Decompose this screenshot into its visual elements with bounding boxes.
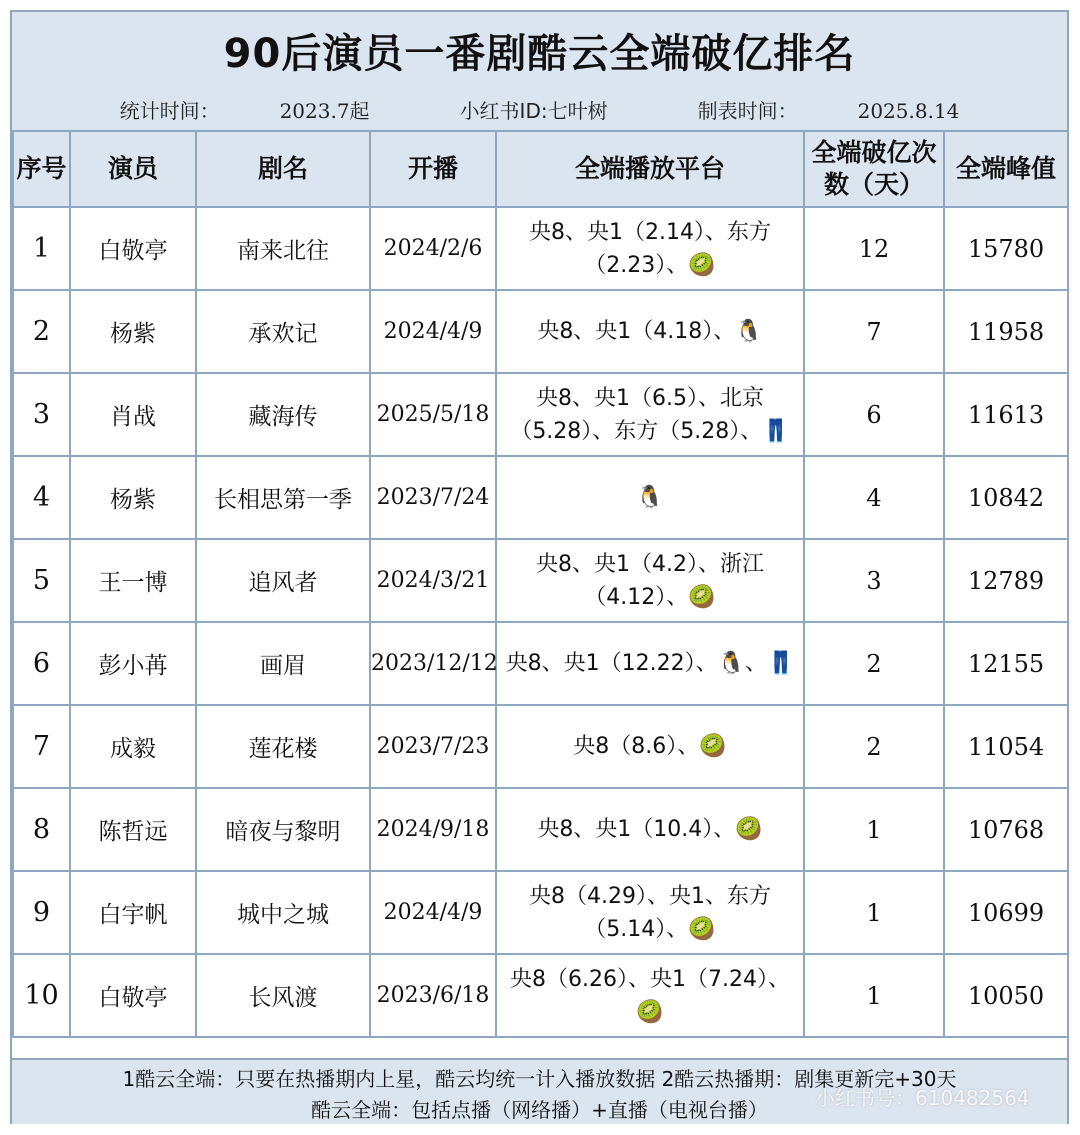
table-row — [13, 207, 1068, 290]
header-date: 开播 — [370, 131, 496, 207]
row-drama: 长相思第一季 — [196, 456, 370, 539]
row-drama: 暗夜与黎明 — [196, 788, 370, 871]
header-drama: 剧名 — [196, 131, 370, 207]
made-label: 制表时间： — [697, 98, 798, 123]
meta-row — [12, 88, 1067, 132]
row-times: 2 — [804, 622, 944, 705]
header-times: 全端破亿次数（天） — [804, 131, 944, 207]
row-index: 4 — [13, 456, 70, 539]
table-row — [13, 954, 1068, 1037]
row-index: 3 — [13, 373, 70, 456]
row-drama: 长风渡 — [196, 954, 370, 1037]
stat-value: 2023.7起 — [279, 98, 370, 123]
row-drama: 藏海传 — [196, 373, 370, 456]
table-row — [13, 705, 1068, 788]
row-index: 7 — [13, 705, 70, 788]
footnote-2: 酷云全端：包括点播（网络播）+直播（电视台播） — [12, 1092, 1067, 1124]
table-row — [13, 290, 1068, 373]
row-drama: 城中之城 — [196, 871, 370, 954]
row-times: 6 — [804, 373, 944, 456]
row-times: 2 — [804, 705, 944, 788]
header-platform: 全端播放平台 — [496, 131, 804, 207]
row-platform: 央8、央1（2.14）、东方（2.23）、🥝 — [496, 207, 804, 290]
row-date: 2023/7/24 — [370, 456, 496, 539]
row-actor: 白敬亭 — [70, 954, 196, 1037]
row-platform: 央8、央1（12.22）、🐧、👖 — [496, 622, 804, 705]
row-platform: 央8、央1（4.18）、🐧 — [496, 290, 804, 373]
stat-label: 统计时间： — [119, 98, 220, 123]
row-drama: 承欢记 — [196, 290, 370, 373]
watermark: 小红书号：610482564 — [815, 1086, 1030, 1110]
table-row — [13, 456, 1068, 539]
row-date: 2025/5/18 — [370, 373, 496, 456]
table-row — [13, 788, 1068, 871]
row-platform: 央8、央1（4.2）、浙江（4.12）、🥝 — [496, 539, 804, 622]
page-title: 90后演员一番剧酷云全端破亿排名 — [12, 12, 1067, 90]
header-actor: 演员 — [70, 131, 196, 207]
row-peak: 12155 — [944, 622, 1068, 705]
row-times: 3 — [804, 539, 944, 622]
header-index: 序号 — [13, 131, 70, 207]
row-peak: 10699 — [944, 871, 1068, 954]
row-index: 8 — [13, 788, 70, 871]
row-date: 2023/12/12 — [370, 622, 496, 705]
row-date: 2024/4/9 — [370, 290, 496, 373]
row-peak: 11958 — [944, 290, 1068, 373]
row-times: 1 — [804, 871, 944, 954]
footnote-1: 1酷云全端：只要在热播期内上星，酷云均统一计入播放数据 2酷云热播期：剧集更新完+30天 — [12, 1058, 1067, 1096]
row-actor: 杨紫 — [70, 456, 196, 539]
row-index: 6 — [13, 622, 70, 705]
row-date: 2024/9/18 — [370, 788, 496, 871]
row-drama: 画眉 — [196, 622, 370, 705]
row-index: 1 — [13, 207, 70, 290]
row-drama: 莲花楼 — [196, 705, 370, 788]
ranking-table — [12, 130, 1069, 1038]
row-peak: 15780 — [944, 207, 1068, 290]
row-times: 1 — [804, 788, 944, 871]
row-drama: 南来北往 — [196, 207, 370, 290]
row-date: 2024/3/21 — [370, 539, 496, 622]
row-peak: 11054 — [944, 705, 1068, 788]
row-date: 2023/7/23 — [370, 705, 496, 788]
made-value: 2025.8.14 — [857, 98, 960, 123]
row-peak: 10842 — [944, 456, 1068, 539]
row-actor: 杨紫 — [70, 290, 196, 373]
row-actor: 白宇帆 — [70, 871, 196, 954]
row-actor: 肖战 — [70, 373, 196, 456]
row-date: 2024/4/9 — [370, 871, 496, 954]
row-actor: 成毅 — [70, 705, 196, 788]
row-times: 1 — [804, 954, 944, 1037]
row-actor: 陈哲远 — [70, 788, 196, 871]
row-platform: 🐧 — [496, 456, 804, 539]
table-row — [13, 871, 1068, 954]
row-platform: 央8（6.26）、央1（7.24）、🥝 — [496, 954, 804, 1037]
row-actor: 王一博 — [70, 539, 196, 622]
row-date: 2024/2/6 — [370, 207, 496, 290]
row-platform: 央8、央1（10.4）、🥝 — [496, 788, 804, 871]
table-row — [13, 622, 1068, 705]
stat-time — [90, 95, 400, 124]
row-index: 10 — [13, 954, 70, 1037]
row-actor: 彭小苒 — [70, 622, 196, 705]
row-actor: 白敬亭 — [70, 207, 196, 290]
table-row — [13, 539, 1068, 622]
row-platform: 央8（4.29）、央1、东方（5.14）、🥝 — [496, 871, 804, 954]
header-peak: 全端峰值 — [944, 131, 1068, 207]
row-peak: 11613 — [944, 373, 1068, 456]
made-time — [668, 95, 990, 124]
row-peak: 12789 — [944, 539, 1068, 622]
row-drama: 追风者 — [196, 539, 370, 622]
row-peak: 10050 — [944, 954, 1068, 1037]
row-times: 7 — [804, 290, 944, 373]
row-platform: 央8、央1（6.5）、北京（5.28）、东方（5.28）、👖 — [496, 373, 804, 456]
ranking-sheet — [10, 10, 1069, 1124]
row-date: 2023/6/18 — [370, 954, 496, 1037]
table-row — [13, 373, 1068, 456]
row-index: 9 — [13, 871, 70, 954]
author-id: 小红书ID:七叶树 — [459, 98, 608, 123]
row-times: 4 — [804, 456, 944, 539]
row-index: 5 — [13, 539, 70, 622]
row-peak: 10768 — [944, 788, 1068, 871]
row-index: 2 — [13, 290, 70, 373]
row-times: 12 — [804, 207, 944, 290]
table-header-row — [13, 131, 1068, 207]
row-platform: 央8（8.6）、🥝 — [496, 705, 804, 788]
